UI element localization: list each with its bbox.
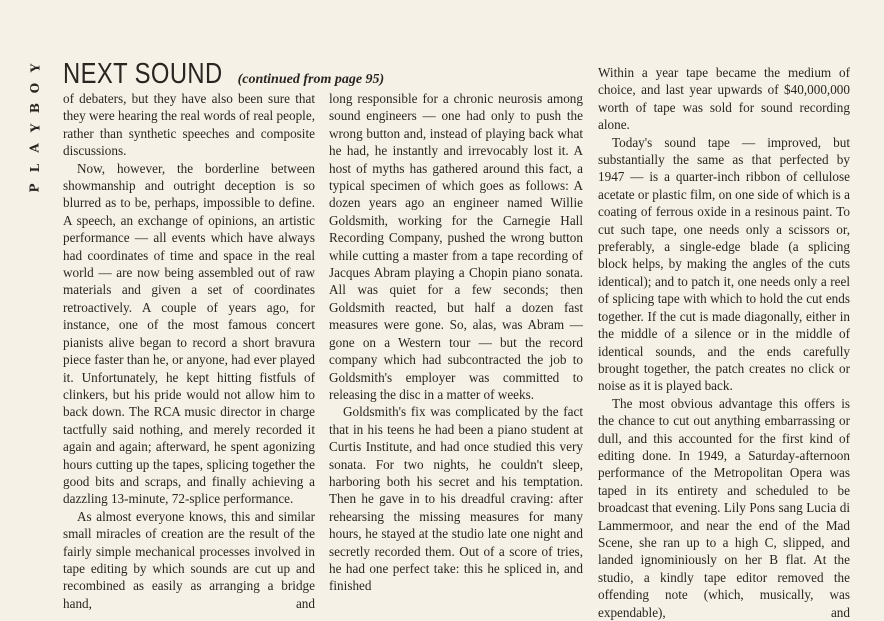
masthead-letter: B <box>28 102 42 114</box>
masthead-letter: Y <box>27 63 42 73</box>
column-3 <box>598 64 850 621</box>
continued-note: (continued from page 95) <box>237 72 385 87</box>
paragraph: The most obvious advantage this offers is the chance to cut out anything embarrassing or dull, and this accounted for the first kind of editing done. In 1949, a Saturday-afternoon performance of the Metropolitan Opera was taped in its entirety and scheduled to be broadcast that evening. Lily Pons sang Lucia di Lammermoor, and near the end of the Mad Scene, she ran up to a high C, slipped, and landed ignominiously on her B flat. At the studio, a kindly tape editor removed the offending note (which, musically, was expendable), and <box>598 395 850 620</box>
paragraph: long responsible for a chronic neurosis among sound engineers — one had only to push the wrong button and, instead of playing back what he had, he instantly and irrevocably lost it. A host of myths has gathered around this fact, a typical specimen of which goes as follows: A dozen years ago an engineer named Willie Goldsmith, working for the Carnegie Hall Recording Company, pushed the wrong button while cutting a master from a tape recording of Jacques Abram playing a Chopin piano sonata. All was quiet for a few seconds; then Goldsmith reacted, but half a dozen fast measures were gone. So, alas, was Abram — gone on a Western tour — but the record company which had subcontracted the job to Goldsmith's employer was committed to releasing the disc in a matter of weeks. <box>329 91 583 402</box>
paragraph: Goldsmith's fix was complicated by the fact that in his teens he had been a piano student at Curtis Institute, and had once studied this very sonata. For two nights, he couldn't sleep, harboring both his secret and his temptation. Then he gave in to his dreadful craving: after rehearsing the missing measures for many hours, he stayed at the studio late one night and secretly recorded them. Out of a score of tries, he had one perfect take: this he spliced in, and finished <box>329 404 583 594</box>
masthead-letter: L <box>28 163 42 173</box>
paragraph: Now, however, the borderline between showmanship and outright deception is so blurred as to be, perhaps, impossible to define. A speech, an exchange of opinions, an artistic performance — all events which have always had coordinates of time and space in the real world — are now being assembled out of raw materials and given a set of coordinates retroactively. A couple of years ago, for instance, one of the most famous concert pianists alive began to record a short bravura piece faster than he, or anyone, had ever played it. Unfortunately, he kept hitting fistfuls of clinkers, but his pride would not allow him to back down. The RCA music director in charge tactfully said nothing, and merely recorded it again and again; afterward, he spent agonizing hours cutting up the tapes, splicing together the good bits and scraps, and finally achieving a dazzling 13-minute, 72-splice performance. <box>63 160 315 507</box>
article-title: NEXT SOUND <box>63 58 223 90</box>
paragraph: Within a year tape became the medium of choice, and last year upwards of $40,000,000 worth of tape was sold for sound recording alone. <box>598 65 850 133</box>
magazine-masthead <box>24 62 46 202</box>
masthead-letter: P <box>28 183 42 193</box>
column-1 <box>63 90 315 612</box>
masthead-letter: Y <box>27 123 42 133</box>
paragraph: As almost everyone knows, this and similar small miracles of creation are the result of the fairly simple mechanical processes involved in tape editing by which sounds are cut up and recombined as easily as arranging a bridge hand, and <box>63 508 315 611</box>
masthead-letter: O <box>27 82 42 94</box>
column-2 <box>329 90 583 595</box>
article-header <box>63 58 384 91</box>
masthead-letter: A <box>28 143 42 153</box>
paragraph: Today's sound tape — improved, but substantially the same as that perfected by 1947 — is a quarter-inch ribbon of cellulose acetate or plastic film, on one side of which is a coating of ferrous oxide in a resinous paint. To cut such tape, one needs only a scissors or, preferably, a single-edge blade (a splicing block helps, by making the angles of the cuts identical); and to patch it, one needs only a reel of splicing tape with which to hold the cut ends together. If the cut is made diagonally, either in the middle of a silence or in the middle of identical sounds, and the ends carefully brought together, the patch creates no click or noise as it is played back. <box>598 134 850 394</box>
paragraph: of debaters, but they have also been sure that they were hearing the real words of real people, rather than synthetic speeches and composite discussions. <box>63 91 315 159</box>
